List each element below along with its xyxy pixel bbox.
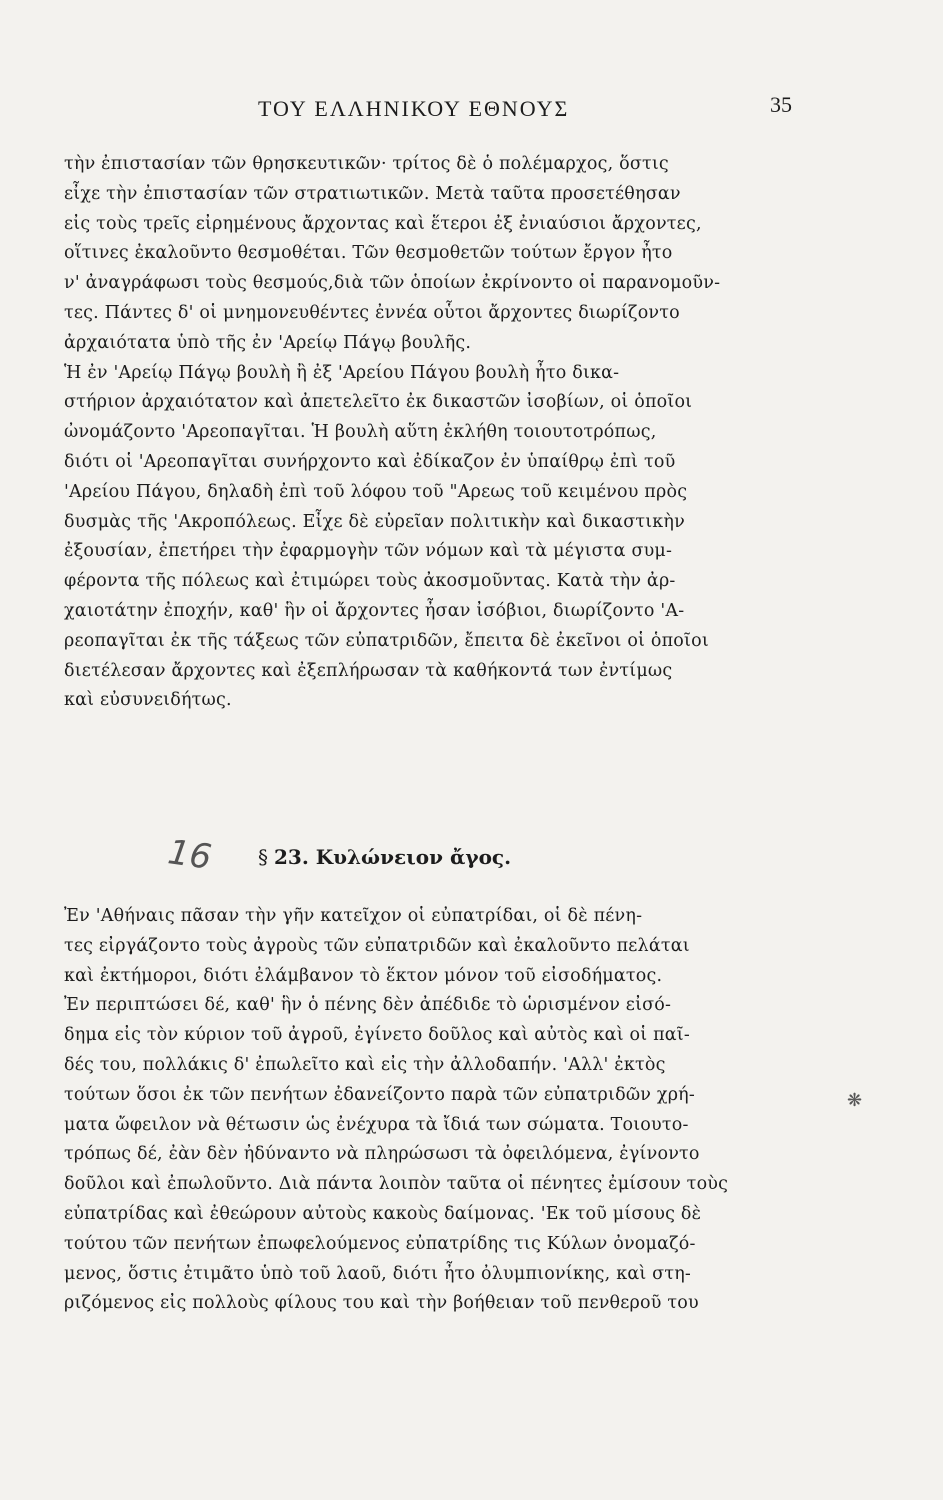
text-line: δυσμὰς τῆς 'Ακροπόλεως. Εἶχε δὲ εὐρεῖαν πολιτικὴν καὶ δικαστικὴν [64, 511, 685, 532]
text-block-1 [64, 150, 804, 716]
text-line: χαιοτάτην ἐποχήν, καθ' ἣν οἱ ἄρχοντες ἦσαν ἰσόβιοι, διωρίζοντο 'Α- [64, 600, 685, 621]
text-line: τὴν ἐπιστασίαν τῶν θρησκευτικῶν· τρίτος δὲ ὁ πολέμαρχος, ὅστις [64, 154, 669, 174]
text-line: εὐπατρίδας καὶ ἐθεώρουν αὐτοὺς κακοὺς δαίμονας. 'Εκ τοῦ μίσους δὲ [64, 1203, 702, 1224]
page-number: 35 [770, 92, 792, 117]
text-line: στήριον ἀρχαιότατον καὶ ἀπετελεῖτο ἐκ δικαστῶν ἰσοβίων, οἱ ὁποῖοι [64, 392, 693, 413]
section-sign: § [258, 845, 268, 869]
text-line: ἐξουσίαν, ἐπετήρει τὴν ἐφαρμογὴν τῶν νόμων καὶ τὰ μέγιστα συμ- [64, 541, 673, 562]
ornament-mark: ❋ [847, 1090, 863, 1111]
text-line: τες. Πάντες δ' οἱ μνημονευθέντες ἐννέα οὗτοι ἄρχοντες διωρίζοντο [64, 302, 680, 323]
text-line: Ἡ ἐν 'Αρείῳ Πάγῳ βουλὴ ἢ ἐξ 'Αρείου Πάγου βουλὴ ἦτο δικα- [64, 362, 620, 383]
text-line: καὶ εὐσυνειδήτως. [64, 690, 232, 711]
text-line: τούτου τῶν πενήτων ἐπωφελούμενος εὐπατρίδης τις Κύλων ὀνομαζό- [64, 1233, 696, 1254]
text-line: Ἐν 'Αθήναις πᾶσαν τὴν γῆν κατεῖχον οἱ εὐπατρίδαι, οἱ δὲ πένη- [64, 906, 643, 926]
text-line: ρεοπαγῖται ἐκ τῆς τάξεως τῶν εὐπατριδῶν, ἔπειτα δὲ ἐκεῖνοι οἱ ὁποῖοι [64, 630, 709, 651]
text-line: καὶ ἐκτήμοροι, διότι ἐλάμβανον τὸ ἕκτον μόνον τοῦ εἰσοδήματος. [64, 965, 663, 986]
text-line: ἀρχαιότατα ὑπὸ τῆς ἐν 'Αρείῳ Πάγῳ βουλῆς. [64, 332, 472, 353]
text-line: ν' ἀναγράφωσι τοὺς θεσμούς,διὰ τῶν ὁποίων ἐκρίνοντο οἱ παρανομοῦν- [64, 273, 721, 294]
text-line: διότι οἱ 'Αρεοπαγῖται συνήρχοντο καὶ ἐδίκαζον ἐν ὑπαίθρῳ ἐπὶ τοῦ [64, 451, 676, 472]
handwritten-margin-note: 16 [165, 832, 214, 878]
text-line: εἶχε τὴν ἐπιστασίαν τῶν στρατιωτικῶν. Μετὰ ταῦτα προσετέθησαν [64, 183, 681, 204]
text-line: μενος, ὅστις ἐτιμᾶτο ὑπὸ τοῦ λαοῦ, διότι ἦτο ὀλυμπιονίκης, καὶ στη- [64, 1263, 691, 1284]
text-line: τες εἰργάζοντο τοὺς ἀγροὺς τῶν εὐπατριδῶν καὶ ἐκαλοῦντο πελάται [64, 935, 690, 956]
text-line: δημα εἰς τὸν κύριον τοῦ ἀγροῦ, ἐγίνετο δοῦλος καὶ αὐτὸς καὶ οἱ παῖ- [64, 1025, 690, 1046]
text-line: διετέλεσαν ἄρχοντες καὶ ἐξεπλήρωσαν τὰ καθήκοντά των ἐντίμως [64, 660, 673, 681]
text-line: ματα ὤφειλον νὰ θέτωσιν ὡς ἐνέχυρα τὰ ἴδιά των σώματα. Τοιουτο- [64, 1114, 689, 1135]
text-line: 'Αρείου Πάγου, δηλαδὴ ἐπὶ τοῦ λόφου τοῦ "Αρεως τοῦ κειμένου πρὸς [64, 481, 688, 502]
text-line: δές του, πολλάκις δ' ἐπωλεῖτο καὶ εἰς τὴν ἀλλοδαπήν. 'Αλλ' ἐκτὸς [64, 1054, 666, 1075]
text-line: τούτων ὅσοι ἐκ τῶν πενήτων ἐδανείζοντο παρὰ τῶν εὐπατριδῶν χρή- [64, 1084, 695, 1105]
text-line: οἵτινες ἐκαλοῦντο θεσμοθέται. Τῶν θεσμοθετῶν τούτων ἔργον ἦτο [64, 243, 673, 264]
text-line: Ἐν περιπτώσει δέ, καθ' ἣν ὁ πένης δὲν ἀπέδιδε τὸ ὡρισμένον εἰσό- [64, 995, 672, 1016]
section-title [258, 845, 511, 869]
running-title: ΤΟΥ ΕΛΛΗΝΙΚΟΥ ΕΘΝΟΥΣ [258, 96, 570, 121]
text-line: εἰς τοὺς τρεῖς εἰρημένους ἄρχοντας καὶ ἕτεροι ἐξ ἐνιαύσιοι ἄρχοντες, [64, 213, 702, 234]
section-heading [0, 832, 943, 885]
text-line: φέροντα τῆς πόλεως καὶ ἐτιμώρει τοὺς ἀκοσμοῦντας. Κατὰ τὴν ἀρ- [64, 571, 676, 592]
text-line: ὠνομάζοντο 'Αρεοπαγῖται. Ἡ βουλὴ αὕτη ἐκλήθη τοιουτοτρόπως, [64, 422, 657, 443]
text-block-2 [64, 902, 804, 1319]
running-head [0, 92, 943, 136]
text-line: ριζόμενος εἰς πολλοὺς φίλους του καὶ τὴν βοήθειαν τοῦ πενθεροῦ του [64, 1293, 699, 1314]
section-title-text: 23. Κυλώνειον ἄγος. [274, 845, 512, 869]
text-line: τρόπως δέ, ἐὰν δὲν ἠδύναντο νὰ πληρώσωσι τὰ ὀφειλόμενα, ἐγίνοντο [64, 1144, 700, 1165]
text-line: δοῦλοι καὶ ἐπωλοῦντο. Διὰ πάντα λοιπὸν ταῦτα οἱ πένητες ἐμίσουν τοὺς [64, 1174, 729, 1195]
